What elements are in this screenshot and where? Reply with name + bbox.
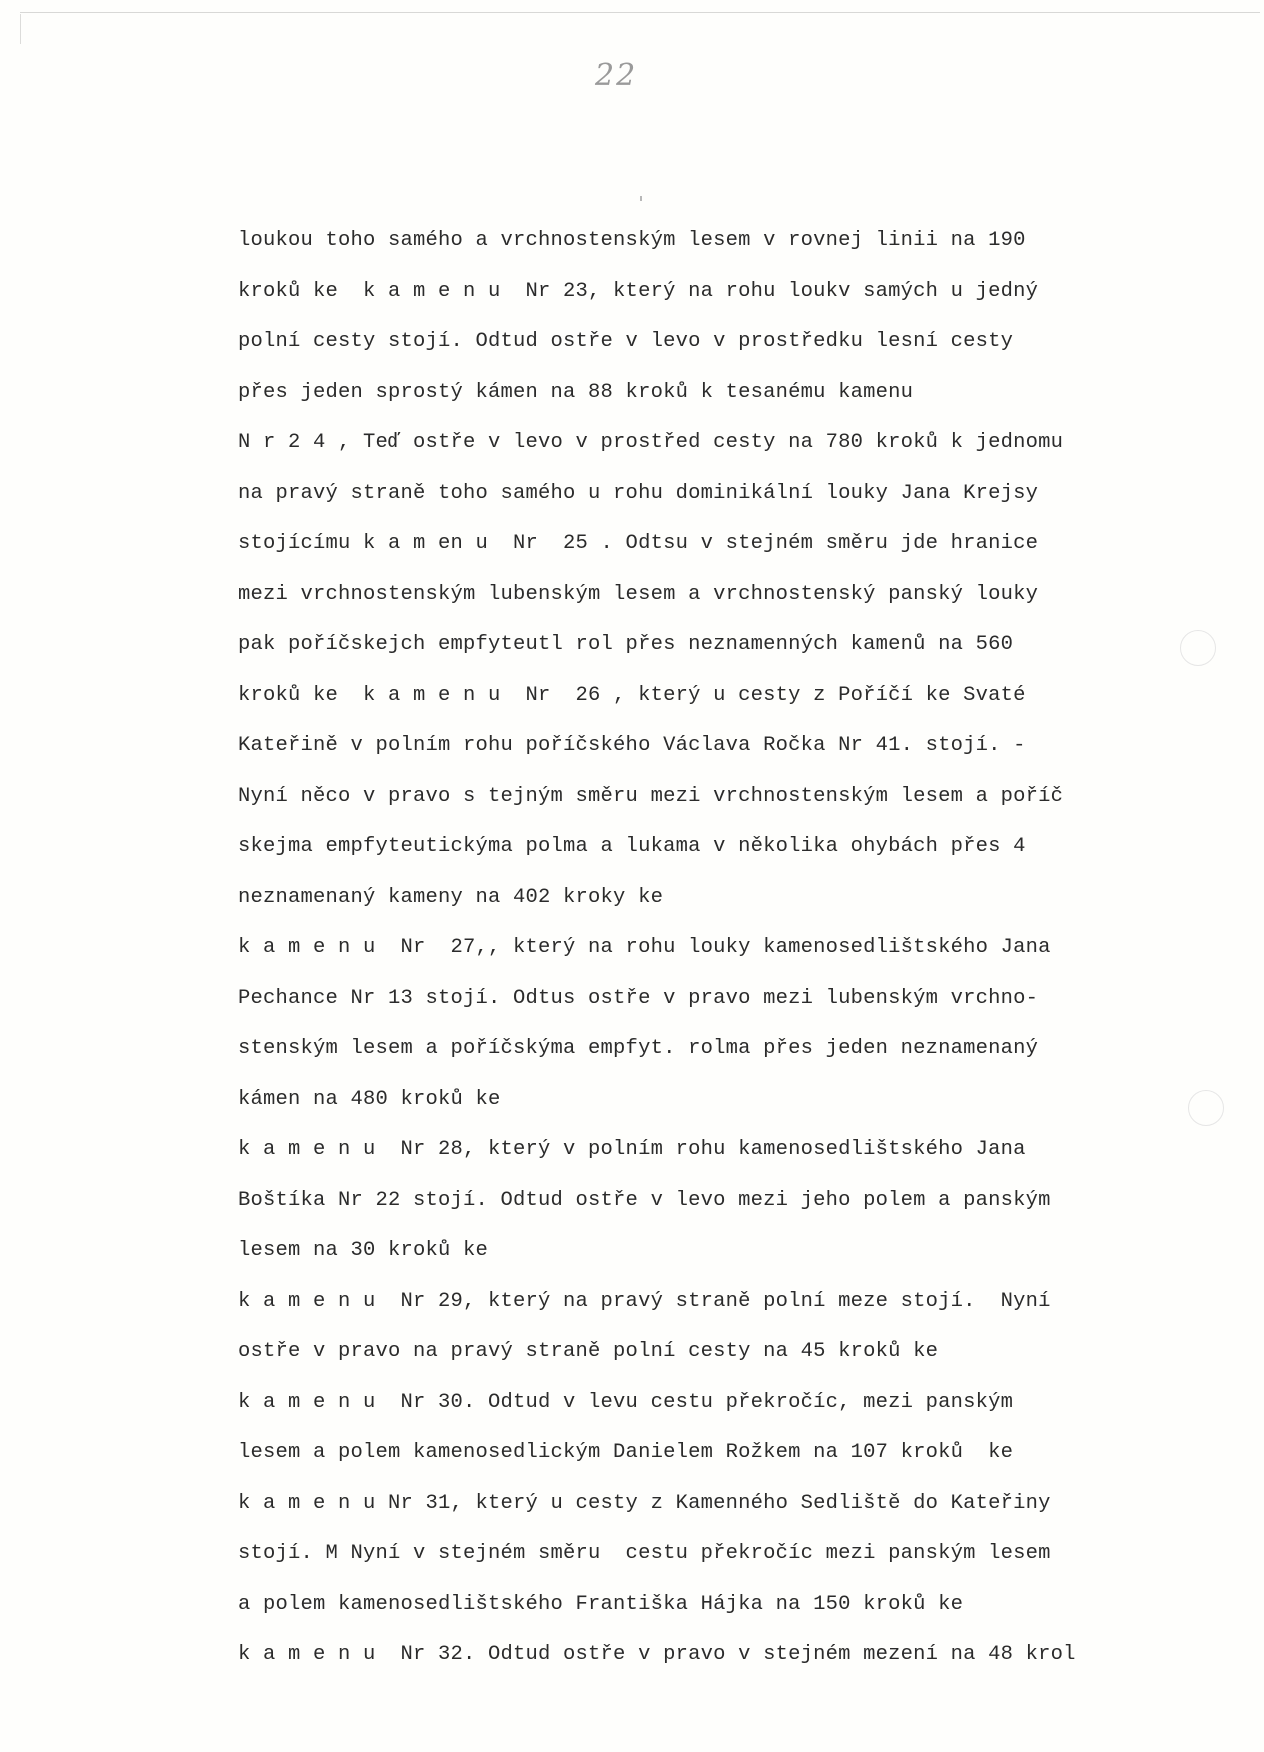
page-edge-mark	[20, 14, 21, 44]
text-line: Pechance Nr 13 stojí. Odtus ostře v pravo mezi lubenským vrchno-	[238, 986, 1039, 1010]
text-line: k a m e n u Nr 30. Odtud v levu cestu překročíc, mezi panským	[238, 1390, 1014, 1414]
text-line: skejma empfyteutickýma polma a lukama v několika ohybách přes 4	[238, 835, 1026, 858]
text-line: k a m e n u Nr 32. Odtud ostře v pravo v stejném mezení na 48 krol	[238, 1643, 1076, 1666]
page-number: 22	[595, 58, 638, 93]
text-line: kroků ke k a m e n u Nr 26 , který u cesty z Poříčí ke Svaté	[238, 683, 1026, 707]
text-line: lesem a polem kamenosedlickým Danielem Rožkem na 107 kroků ke	[238, 1441, 1014, 1464]
text-line: k a m e n u Nr 29, který na pravý straně polní meze stojí. Nyní	[238, 1289, 1051, 1313]
text-line: mezi vrchnostenským lubenským lesem a vrchnostenský panský louky	[238, 582, 1039, 606]
text-line: pak poříčskejch empfyteutl rol přes neznamenných kamenů na 560	[238, 633, 1014, 656]
text-line: stojícímu k a m en u Nr 25 . Odtsu v stejném směru jde hranice	[238, 532, 1039, 555]
text-line: polní cesty stojí. Odtud ostře v levo v prostředku lesní cesty	[238, 330, 1014, 353]
pencil-mark	[640, 196, 642, 201]
text-line: a polem kamenosedlištského Františka Hájka na 150 kroků ke	[238, 1592, 964, 1616]
text-line: stojí. M Nyní v stejném směru cestu překročíc mezi panským lesem	[238, 1542, 1051, 1565]
typed-text-body	[238, 216, 1218, 1681]
text-line: k a m e n u Nr 28, který v polním rohu kamenosedlištského Jana	[238, 1138, 1026, 1161]
text-line: stenským lesem a poříčskýma empfyt. rolma přes jeden neznamenaný	[238, 1037, 1039, 1060]
page-edge-line	[20, 12, 1260, 13]
text-line: k a m e n u Nr 31, který u cesty z Kamenného Sedliště do Kateřiny	[238, 1491, 1051, 1515]
text-line: kámen na 480 kroků ke	[238, 1087, 501, 1111]
text-line: ostře v pravo na pravý straně polní cesty na 45 kroků ke	[238, 1340, 939, 1363]
text-line: lesem na 30 kroků ke	[238, 1239, 489, 1262]
text-line: přes jeden sprostý kámen na 88 kroků k tesanému kamenu	[238, 380, 914, 404]
text-line: na pravý straně toho samého u rohu dominikální louky Jana Krejsy	[238, 481, 1039, 505]
text-line: N r 2 4 , Teď ostře v levo v prostřed cesty na 780 kroků k jednomu	[238, 431, 1064, 454]
text-line: Boštíka Nr 22 stojí. Odtud ostře v levo mezi jeho polem a panským	[238, 1188, 1051, 1212]
text-line: Nyní něco v pravo s tejným směru mezi vrchnostenským lesem a poříč	[238, 784, 1064, 808]
text-line: kroků ke k a m e n u Nr 23, který na rohu loukv samých u jedný	[238, 279, 1039, 303]
text-line: Kateřině v polním rohu poříčského Václava Ročka Nr 41. stojí. -	[238, 734, 1026, 757]
text-line: k a m e n u Nr 27,, který na rohu louky kamenosedlištského Jana	[238, 936, 1051, 959]
text-line: loukou toho samého a vrchnostenským lesem v rovnej linii na 190	[238, 229, 1026, 252]
text-line: neznamenaný kameny na 402 kroky ke	[238, 885, 664, 909]
